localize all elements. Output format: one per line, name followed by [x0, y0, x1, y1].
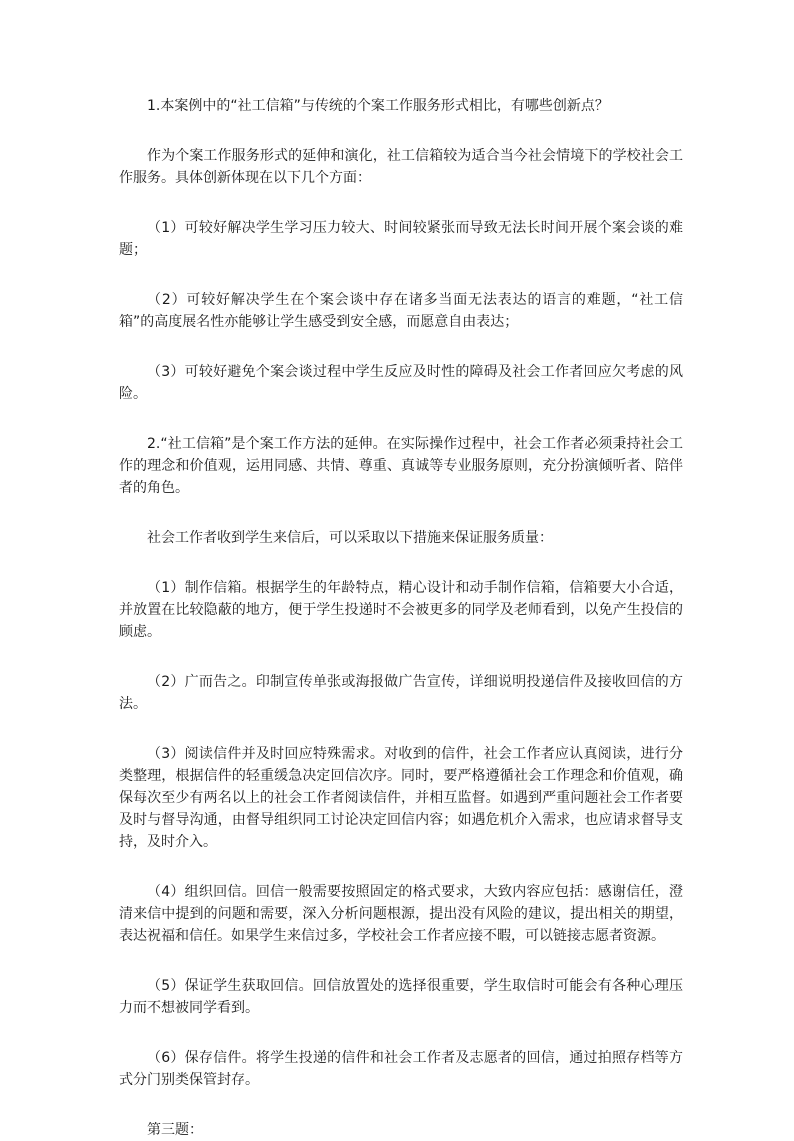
question-1-title: 1.本案例中的“社工信箱”与传统的个案工作服务形式相比，有哪些创新点？: [147, 98, 609, 114]
question-2-point-2: （2）广而告之。印制宣传单张或海报做广告宣传，详细说明投递信件及接收回信的方法。: [119, 674, 683, 712]
question-1-point-2: （2）可较好解决学生在个案会谈中存在诸多当面无法表达的语言的难题，“社工信箱”的高度展名性亦能够让学生感受到安全感，而愿意自由表达；: [119, 292, 683, 330]
question-2-point-4: （4）组织回信。回信一般需要按照固定的格式要求，大致内容应包括：感谢信任，澄清来信中提到的问题和需要，深入分析问题根源，提出没有风险的建议，提出相关的期望，表达祝福和信任。如果学生来信过多，学校社会工作者应接不暇，可以链接志愿者资源。: [119, 884, 683, 944]
question-2-title: 2.“社工信箱”是个案工作方法的延伸。在实际操作过程中，社会工作者必须秉持社会工作的理念和价值观，运用同感、共情、尊重、真诚等专业服务原则，充分扮演倾听者、陪伴者的角色。: [119, 436, 683, 496]
question-1-point-3: （3）可较好避免个案会谈过程中学生反应及时性的障碍及社会工作者回应欠考虑的风险。: [119, 364, 683, 402]
question-2-point-1: （1）制作信箱。根据学生的年龄特点，精心设计和动手制作信箱，信箱要大小合适，并放置在比较隐蔽的地方，便于学生投递时不会被更多的同学及老师看到，以免产生投信的顾虑。: [119, 580, 683, 640]
question-1-intro: 作为个案工作服务形式的延伸和演化，社工信箱较为适合当今社会情境下的学校社会工作服务。具体创新体现在以下几个方面：: [119, 148, 683, 186]
question-2-point-3: （3）阅读信件并及时回应特殊需求。对收到的信件，社会工作者应认真阅读，进行分类整理，根据信件的轻重缓急决定回信次序。同时，要严格遵循社会工作理念和价值观，确保每次至少有两名以上的社会工作者阅读信件，并相互监督。如遇到严重问题社会工作者要及时与督导沟通，由督导组织同工讨论决定回信内容；如遇危机介入需求，也应请求督导支持，及时介入。: [119, 746, 683, 850]
question-2-point-6: （6）保存信件。将学生投递的信件和社会工作者及志愿者的回信，通过拍照存档等方式分门别类保管封存。: [119, 1050, 683, 1088]
question-2-intro: 社会工作者收到学生来信后，可以采取以下措施来保证服务质量：: [147, 530, 553, 546]
question-1-point-1: （1）可较好解决学生学习压力较大、时间较紧张而导致无法长时间开展个案会谈的难题；: [119, 220, 683, 258]
document-page: [119, 95, 683, 1141]
question-2-point-5: （5）保证学生获取回信。回信放置处的选择很重要，学生取信时可能会有各种心理压力而不想被同学看到。: [119, 978, 683, 1016]
question-3-heading: 第三题：: [147, 1122, 203, 1138]
